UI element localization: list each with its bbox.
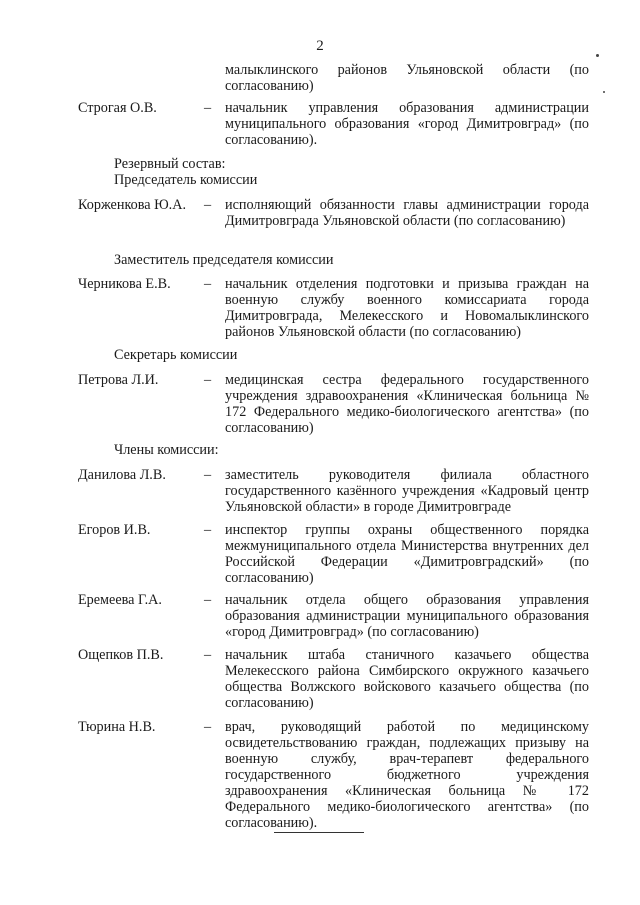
scan-speck — [603, 91, 605, 93]
entry-dash: – — [204, 276, 212, 292]
page-number: 2 — [316, 38, 324, 54]
entry-name: Ощепков П.В. — [78, 647, 164, 663]
entry-dash: – — [204, 467, 212, 483]
continuation-text: малыклинского районов Ульяновской области (по согласованию) — [225, 62, 589, 94]
entry-name: Строгая О.В. — [78, 100, 157, 116]
entry-description: начальник управления образования администрации муниципального образования «город Димитровград» (по согласованию). — [225, 100, 589, 148]
entry-name: Егоров И.В. — [78, 522, 151, 538]
entry-description: врач, руководящий работой по медицинскому освидетельствованию граждан, подлежащих призыву на военную службу, врач-терапевт федерального государственного бюджетного учреждения здравоохранения «Клиническая больница № 172 Федерального медико-биологического агентства» (по согласованию). — [225, 719, 589, 831]
entry-description: начальник отделения подготовки и призыва граждан на военную службу военного комиссариата города Димитровграда, Мелекесского и Новомалыклинского районов Ульяновской области (по согласованию) — [225, 276, 589, 340]
entry-dash: – — [204, 647, 212, 663]
heading-reserve: Резервный состав: — [114, 156, 226, 172]
closing-rule — [274, 832, 364, 833]
entry-dash: – — [204, 372, 212, 388]
heading-members: Члены комиссии: — [114, 442, 219, 458]
entry-dash: – — [204, 100, 212, 116]
entry-description: медицинская сестра федерального государственного учреждения здравоохранения «Клиническая больница № 172 Федерального медико-биологического агентства» (по согласованию) — [225, 372, 589, 436]
entry-description: исполняющий обязанности главы администрации города Димитровграда Ульяновской области (по согласованию) — [225, 197, 589, 229]
scan-speck — [596, 54, 599, 57]
entry-name: Данилова Л.В. — [78, 467, 166, 483]
entry-dash: – — [204, 522, 212, 538]
entry-description: инспектор группы охраны общественного порядка межмуниципального отдела Министерства внутренних дел Российской Федерации «Димитровградский» (по согласованию) — [225, 522, 589, 586]
heading-deputy: Заместитель председателя комиссии — [114, 252, 334, 268]
entry-name: Черникова Е.В. — [78, 276, 171, 292]
entry-dash: – — [204, 592, 212, 608]
entry-name: Тюрина Н.В. — [78, 719, 156, 735]
entry-name: Петрова Л.И. — [78, 372, 159, 388]
entry-name: Еремеева Г.А. — [78, 592, 162, 608]
entry-dash: – — [204, 197, 212, 213]
entry-description: заместитель руководителя филиала областного государственного казённого учреждения «Кадровый центр Ульяновской области» в городе Димитровграде — [225, 467, 589, 515]
entry-dash: – — [204, 719, 212, 735]
entry-description: начальник отдела общего образования управления образования администрации муниципального образования «город Димитровград» (по согласованию) — [225, 592, 589, 640]
heading-chairman: Председатель комиссии — [114, 172, 258, 188]
heading-secretary: Секретарь комиссии — [114, 347, 238, 363]
entry-name: Корженкова Ю.А. — [78, 197, 186, 213]
entry-description: начальник штаба станичного казачьего общества Мелекесского района Симбирского окружного казачьего общества Волжского войскового казачьего общества (по согласованию) — [225, 647, 589, 711]
